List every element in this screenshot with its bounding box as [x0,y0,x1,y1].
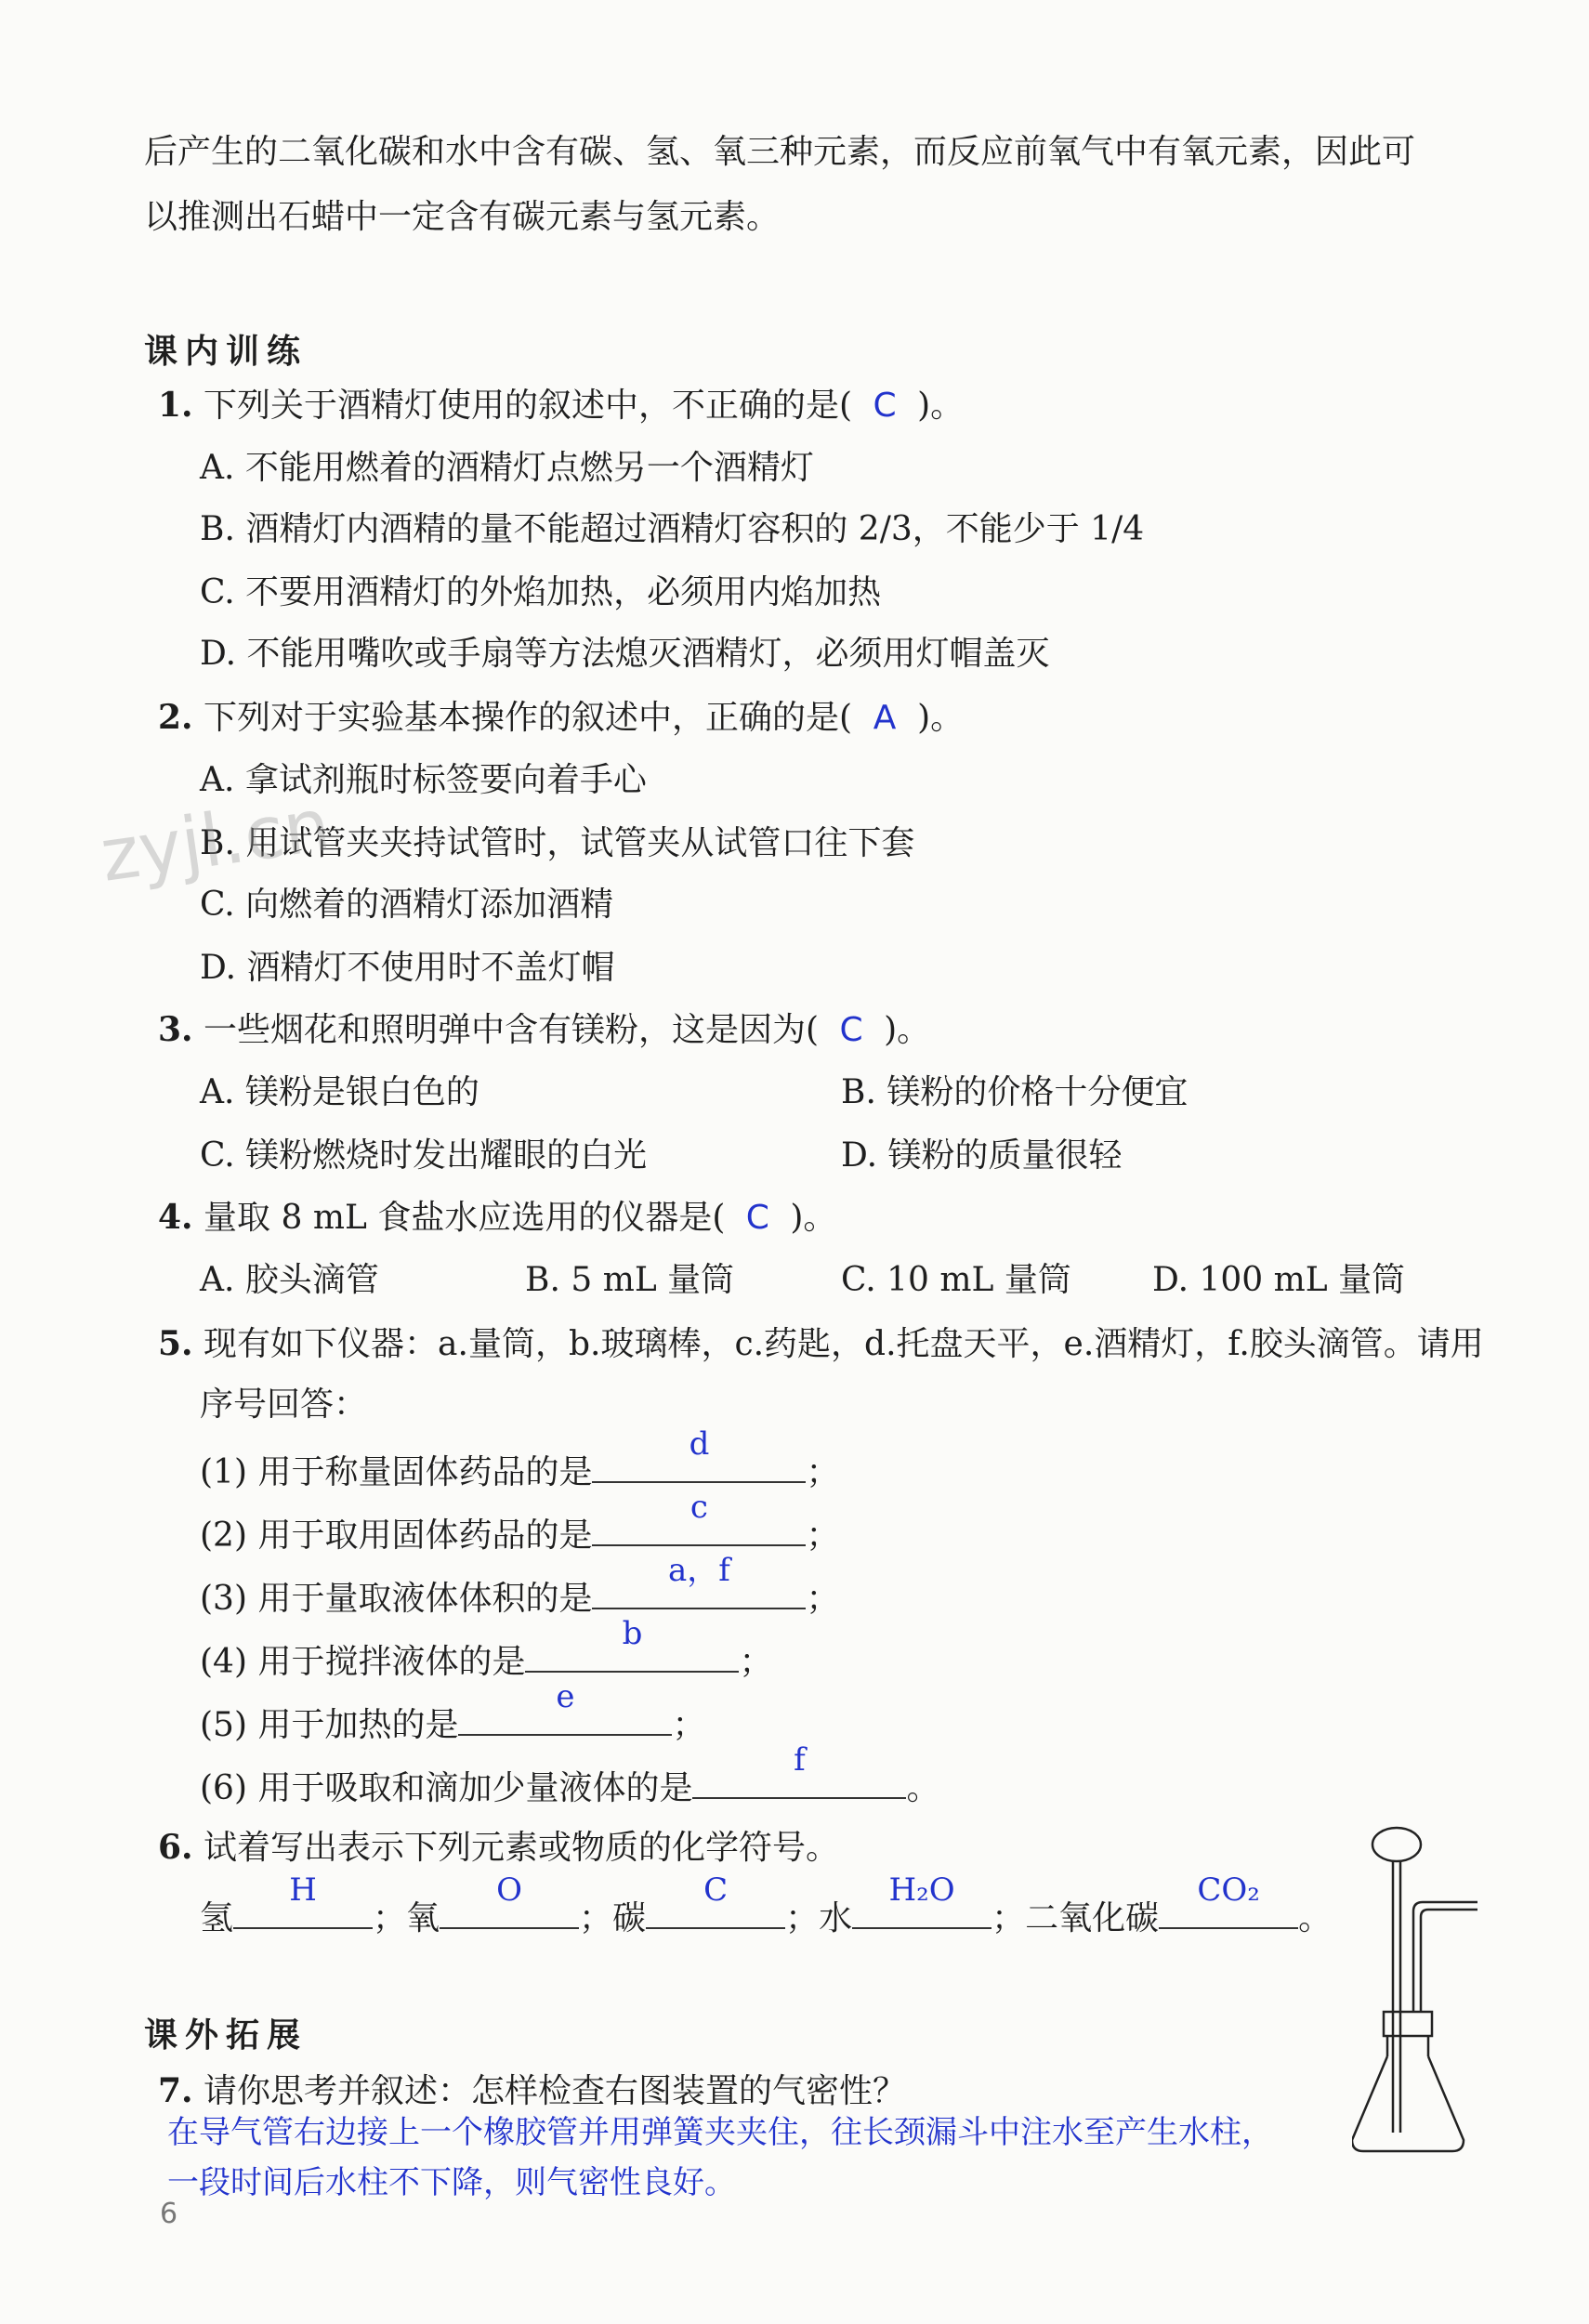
answer-choice: C [745,1199,769,1237]
option: D. 不能用嘴吹或手扇等方法熄灭酒精灯，必须用灯帽盖灭 [200,635,1050,673]
option: A. 镁粉是银白色的 [200,1073,479,1111]
option: B. 用试管夹夹持试管时，试管夹从试管口往下套 [200,824,915,862]
section-heading-in-class: 课内训练 [144,332,309,371]
fill-label: 氢 [200,1899,234,1937]
answer-text: O [496,1871,522,1909]
option: D. 镁粉的质量很轻 [841,1136,1123,1175]
fill-label: (3) 用于量取液体体积的是 [200,1580,593,1618]
answer-text: c [689,1489,708,1526]
answer-text: H [289,1871,317,1909]
fill-end: ； [739,1643,773,1681]
fill-item [200,1552,840,1622]
fill-end: ； [806,1453,840,1491]
fill-end: ； [806,1517,840,1555]
fill-end: ； [579,1899,613,1937]
question-4 [158,1195,836,1241]
fill-end: 。 [1298,1899,1333,1937]
answer-blank [440,1871,579,1929]
fill-end: ； [373,1899,407,1937]
answer-text: a，f [668,1552,730,1589]
question-5 [158,1321,1484,1367]
fill-label: (4) 用于搅拌液体的是 [200,1643,526,1681]
question-end: )。 [917,387,965,425]
symbol-fill-row [200,1871,1333,1941]
section-heading-extension: 课外拓展 [144,2015,309,2055]
intro-line-1: 后产生的二氧化碳和水中含有碳、氢、氧三种元素，而反应前氧气中有氧元素，因此可 [144,133,1416,171]
option: C. 向燃着的酒精灯添加酒精 [200,886,614,924]
fill-end: 。 [906,1769,940,1807]
option: C. 镁粉燃烧时发出耀眼的白光 [200,1136,648,1175]
option: C. 10 mL 量筒 [841,1261,1071,1299]
question-stem: 下列关于酒精灯使用的叙述中，不正确的是( [204,387,853,425]
fill-end: ； [785,1899,820,1937]
option: D. 100 mL 量筒 [1152,1261,1406,1299]
question-number: 7. [158,2071,193,2110]
fill-end: ； [806,1580,840,1618]
answer-blank [646,1871,785,1929]
question-stem: 一些烟花和照明弹中含有镁粉，这是因为( [204,1011,820,1049]
question-number: 3. [158,1010,193,1049]
answer-blank [233,1871,373,1929]
fill-label: (1) 用于称量固体药品的是 [200,1453,593,1491]
fill-label: 氧 [406,1899,440,1937]
option: B. 酒精灯内酒精的量不能超过酒精灯容积的 2/3，不能少于 1/4 [200,510,1145,548]
question-6 [158,1825,839,1871]
page-number: 6 [160,2198,178,2230]
question-stem: 请你思考并叙述：怎样检查右图装置的气密性？ [204,2072,907,2110]
question-number: 4. [158,1198,193,1237]
question-2 [158,695,964,741]
answer-blank [692,1741,906,1799]
fill-label: (2) 用于取用固体药品的是 [200,1517,593,1555]
fill-end: ； [672,1706,706,1744]
written-answer-line-2: 一段时间后水柱不下降，则气密性良好。 [167,2164,736,2201]
fill-label: (5) 用于加热的是 [200,1706,459,1744]
answer-blank [592,1425,806,1483]
answer-blank [458,1678,672,1736]
question-stem-continued: 序号回答： [200,1385,368,1424]
option: A. 胶头滴管 [200,1261,379,1299]
fill-label: 二氧化碳 [1025,1899,1160,1937]
answer-text: d [689,1425,710,1463]
answer-text: b [622,1615,643,1652]
question-stem: 试着写出表示下列元素或物质的化学符号。 [204,1829,840,1867]
answer-blank [592,1489,806,1546]
question-end: )。 [884,1011,931,1049]
question-3 [158,1007,930,1053]
answer-text: C [703,1871,729,1909]
option: D. 酒精灯不使用时不盖灯帽 [200,949,615,987]
answer-text: H₂O [888,1871,955,1909]
answer-choice: A [873,699,897,737]
option: B. 镁粉的价格十分便宜 [841,1073,1188,1111]
answer-blank [525,1615,739,1673]
option: B. 5 mL 量筒 [525,1261,735,1299]
question-stem: 下列对于实验基本操作的叙述中，正确的是( [204,699,853,737]
option: C. 不要用酒精灯的外焰加热，必须用内焰加热 [200,573,882,611]
fill-item [200,1678,706,1748]
question-number: 1. [158,386,193,425]
flask-apparatus-icon [1352,1826,1482,2160]
intro-line-2: 以推测出石蜡中一定含有碳元素与氢元素。 [144,198,781,236]
fill-label: 水 [819,1899,853,1937]
answer-text: f [794,1741,806,1779]
question-number: 5. [158,1324,193,1363]
answer-blank [1159,1871,1298,1929]
question-end: )。 [917,699,965,737]
question-stem: 现有如下仪器：a.量筒，b.玻璃棒，c.药匙，d.托盘天平，e.酒精灯，f.胶头滴管。请用 [204,1325,1484,1363]
fill-item [200,1741,940,1811]
question-number: 2. [158,698,193,737]
fill-label: (6) 用于吸取和滴加少量液体的是 [200,1769,693,1807]
question-1 [158,383,964,428]
written-answer-line-1: 在导气管右边接上一个橡胶管并用弹簧夹夹住，往长颈漏斗中注水至产生水柱， [167,2114,1273,2151]
fill-end: ； [991,1899,1026,1937]
answer-text: e [556,1678,575,1715]
answer-choice: C [873,387,897,425]
fill-label: 碳 [612,1899,647,1937]
answer-text: CO₂ [1197,1871,1260,1909]
answer-choice: C [839,1011,863,1049]
watermark: zyjl.cn [95,783,335,899]
question-stem: 量取 8 mL 食盐水应选用的仪器是( [204,1199,726,1237]
option: A. 不能用燃着的酒精灯点燃另一个酒精灯 [200,449,814,487]
question-end: )。 [790,1199,837,1237]
answer-blank [852,1871,991,1929]
answer-blank [592,1552,806,1609]
option: A. 拿试剂瓶时标签要向着手心 [200,761,647,799]
question-number: 6. [158,1828,193,1867]
